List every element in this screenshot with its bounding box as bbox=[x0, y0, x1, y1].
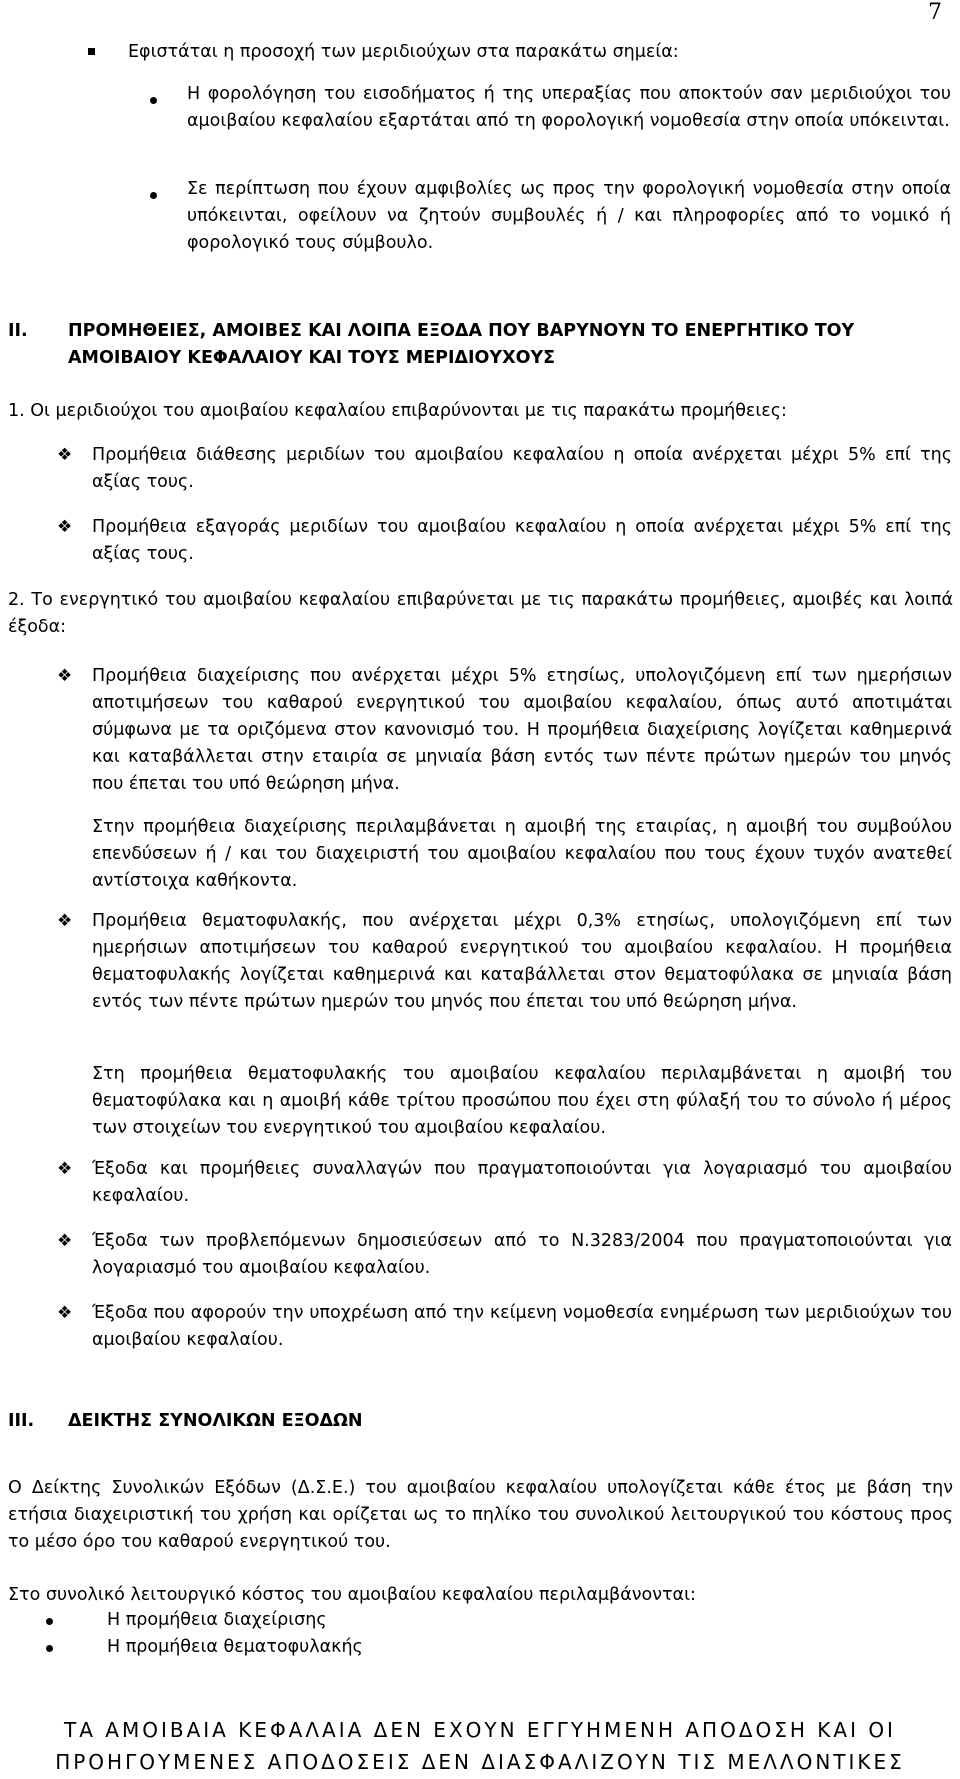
list-item: Η προμήθεια διαχείρισης bbox=[107, 1610, 327, 1630]
section-title: ΔΕΙΚΤΗΣ ΣΥΝΟΛΙΚΩΝ ΕΞΟΔΩΝ bbox=[68, 1411, 363, 1431]
paragraph: Στο συνολικό λειτουργικό κόστος του αμοιβαίου κεφαλαίου περιλαμβάνονται: bbox=[8, 1585, 696, 1605]
list-item: Έξοδα και προμήθειες συναλλαγών που πραγματοποιούνται για λογαριασμό του αμοιβαίου κεφαλαίου. bbox=[92, 1159, 952, 1206]
diamond-bullet-icon: ❖ bbox=[57, 517, 73, 537]
notice-bullet: Σε περίπτωση που έχουν αμφιβολίες ως προς την φορολογική νομοθεσία στην οποία υπόκεινται, οφείλουν να ζητούν συμβουλές ή / και πληροφορίες από το νομικό ή φορολογικό τους σύμβουλο. bbox=[187, 179, 951, 253]
list-item: Προμήθεια διάθεσης μεριδίων του αμοιβαίου κεφαλαίου η οποία ανέρχεται μέχρι 5% επί της αξίας τους. bbox=[92, 445, 952, 492]
diamond-bullet-icon: ❖ bbox=[57, 911, 73, 931]
page-number: 7 bbox=[928, 0, 942, 25]
square-bullet-icon bbox=[88, 48, 95, 55]
paragraph: 1. Οι μεριδιούχοι του αμοιβαίου κεφαλαίου επιβαρύνονται με τις παρακάτω προμήθειες: bbox=[8, 401, 787, 421]
paragraph: 2. Το ενεργητικό του αμοιβαίου κεφαλαίου επιβαρύνεται με τις παρακάτω προμήθειες, αμοιβές και λοιπά έξοδα: bbox=[8, 590, 953, 637]
list-item-continuation: Στη προμήθεια θεματοφυλακής του αμοιβαίου κεφαλαίου περιλαμβάνεται η αμοιβή του θεματοφύλακα και η αμοιβή κάθε τρίτου προσώπου που έχει στη φύλαξή του το σύνολο ή μέρος των στοιχείων του ενεργητικού του αμοιβαίου κεφαλαίου. bbox=[92, 1064, 952, 1138]
list-item: Έξοδα που αφορούν την υποχρέωση από την κείμενη νομοθεσία ενημέρωση των μεριδιούχων του αμοιβαίου κεφαλαίου. bbox=[92, 1303, 952, 1350]
diamond-bullet-icon: ❖ bbox=[57, 666, 73, 686]
diamond-bullet-icon: ❖ bbox=[57, 1159, 73, 1179]
paragraph: Ο Δείκτης Συνολικών Εξόδων (Δ.Σ.Ε.) του αμοιβαίου κεφαλαίου υπολογίζεται κάθε έτος με βάση την ετήσια διαχειριστική του χρήση και ορίζεται ως το πηλίκο του συνολικού λειτουργικού του κόστους προς το μέσο όρο του καθαρού ενεργητικού του. bbox=[8, 1478, 953, 1552]
diamond-bullet-icon: ❖ bbox=[57, 1231, 73, 1251]
list-item: Η προμήθεια θεματοφυλακής bbox=[107, 1637, 363, 1657]
section-numeral: II. bbox=[8, 321, 28, 341]
section-title: ΠΡΟΜΗΘΕΙΕΣ, ΑΜΟΙΒΕΣ ΚΑΙ ΛΟΙΠΑ ΕΞΟΔΑ ΠΟΥ ΒΑΡΥΝΟΥΝ ΤΟ ΕΝΕΡΓΗΤΙΚΟ ΤΟΥ ΑΜΟΙΒΑΙΟΥ ΚΕΦΑΛΑΙΟΥ ΚΑΙ ΤΟΥΣ ΜΕΡΙΔΙΟΥΧΟΥΣ bbox=[68, 321, 855, 368]
list-item: Έξοδα των προβλεπόμενων δημοσιεύσεων από το Ν.3283/2004 που πραγματοποιούνται για λογαριασμό του αμοιβαίου κεφαλαίου. bbox=[92, 1231, 952, 1278]
diamond-bullet-icon: ❖ bbox=[57, 445, 73, 465]
bullet-icon bbox=[150, 97, 157, 104]
notice-bullet: Η φορολόγηση του εισοδήματος ή της υπεραξίας που αποκτούν σαν μεριδιούχοι του αμοιβαίου κεφαλαίου εξαρτάται από τη φορολογική νομοθεσία στην οποία υπόκεινται. bbox=[187, 84, 951, 131]
list-item: Προμήθεια διαχείρισης που ανέρχεται μέχρι 5% ετησίως, υπολογιζόμενη επί των ημερήσιων αποτιμήσεων του καθαρού ενεργητικού του αμοιβαίου κεφαλαίου, όπως αυτό αποτιμάται σύμφωνα με τα οριζόμενα στον κανονισμό του. Η προμήθεια διαχείρισης λογίζεται καθημερινά και καταβάλλεται στην εταιρία σε μηνιαία βάση εντός των πέντε πρώτων ημερών του μηνός που έπεται του υπό θεώρηση μήνα. bbox=[92, 666, 952, 794]
section-numeral: III. bbox=[8, 1411, 35, 1431]
notice-intro: Εφιστάται η προσοχή των μεριδιούχων στα παρακάτω σημεία: bbox=[128, 42, 679, 62]
footer-disclaimer-line: ΤΑ ΑΜΟΙΒΑΙΑ ΚΕΦΑΛΑΙΑ ΔΕΝ ΕΧΟΥΝ ΕΓΓΥΗΜΕΝΗ ΑΠΟΔΟΣΗ ΚΑΙ ΟΙ bbox=[64, 1718, 896, 1742]
bullet-icon bbox=[150, 192, 157, 199]
list-item-continuation: Στην προμήθεια διαχείρισης περιλαμβάνεται η αμοιβή της εταιρίας, η αμοιβή του συμβούλου επενδύσεων ή / και του διαχειριστή του αμοιβαίου κεφαλαίου που τους έχουν τυχόν ανατεθεί αντίστοιχα καθήκοντα. bbox=[92, 817, 952, 891]
list-item: Προμήθεια εξαγοράς μεριδίων του αμοιβαίου κεφαλαίου η οποία ανέρχεται μέχρι 5% επί της αξίας τους. bbox=[92, 517, 952, 564]
footer-disclaimer-line: ΠΡΟΗΓΟΥΜΕΝΕΣ ΑΠΟΔΟΣΕΙΣ ΔΕΝ ΔΙΑΣΦΑΛΙΖΟΥΝ ΤΙΣ ΜΕΛΛΟΝΤΙΚΕΣ bbox=[55, 1750, 905, 1774]
bullet-icon bbox=[46, 1645, 53, 1652]
list-item: Προμήθεια θεματοφυλακής, που ανέρχεται μέχρι 0,3% ετησίως, υπολογιζόμενη επί των ημερήσιων αποτιμήσεων του καθαρού ενεργητικού του αμοιβαίου κεφαλαίου. Η προμήθεια θεματοφυλακής λογίζεται καθημερινά και καταβάλλεται στον θεματοφύλακα σε μηνιαία βάση εντός των πέντε πρώτων ημερών του μηνός που έπεται του υπό θεώρηση μήνα. bbox=[92, 911, 952, 1012]
bullet-icon bbox=[46, 1618, 53, 1625]
diamond-bullet-icon: ❖ bbox=[57, 1303, 73, 1323]
